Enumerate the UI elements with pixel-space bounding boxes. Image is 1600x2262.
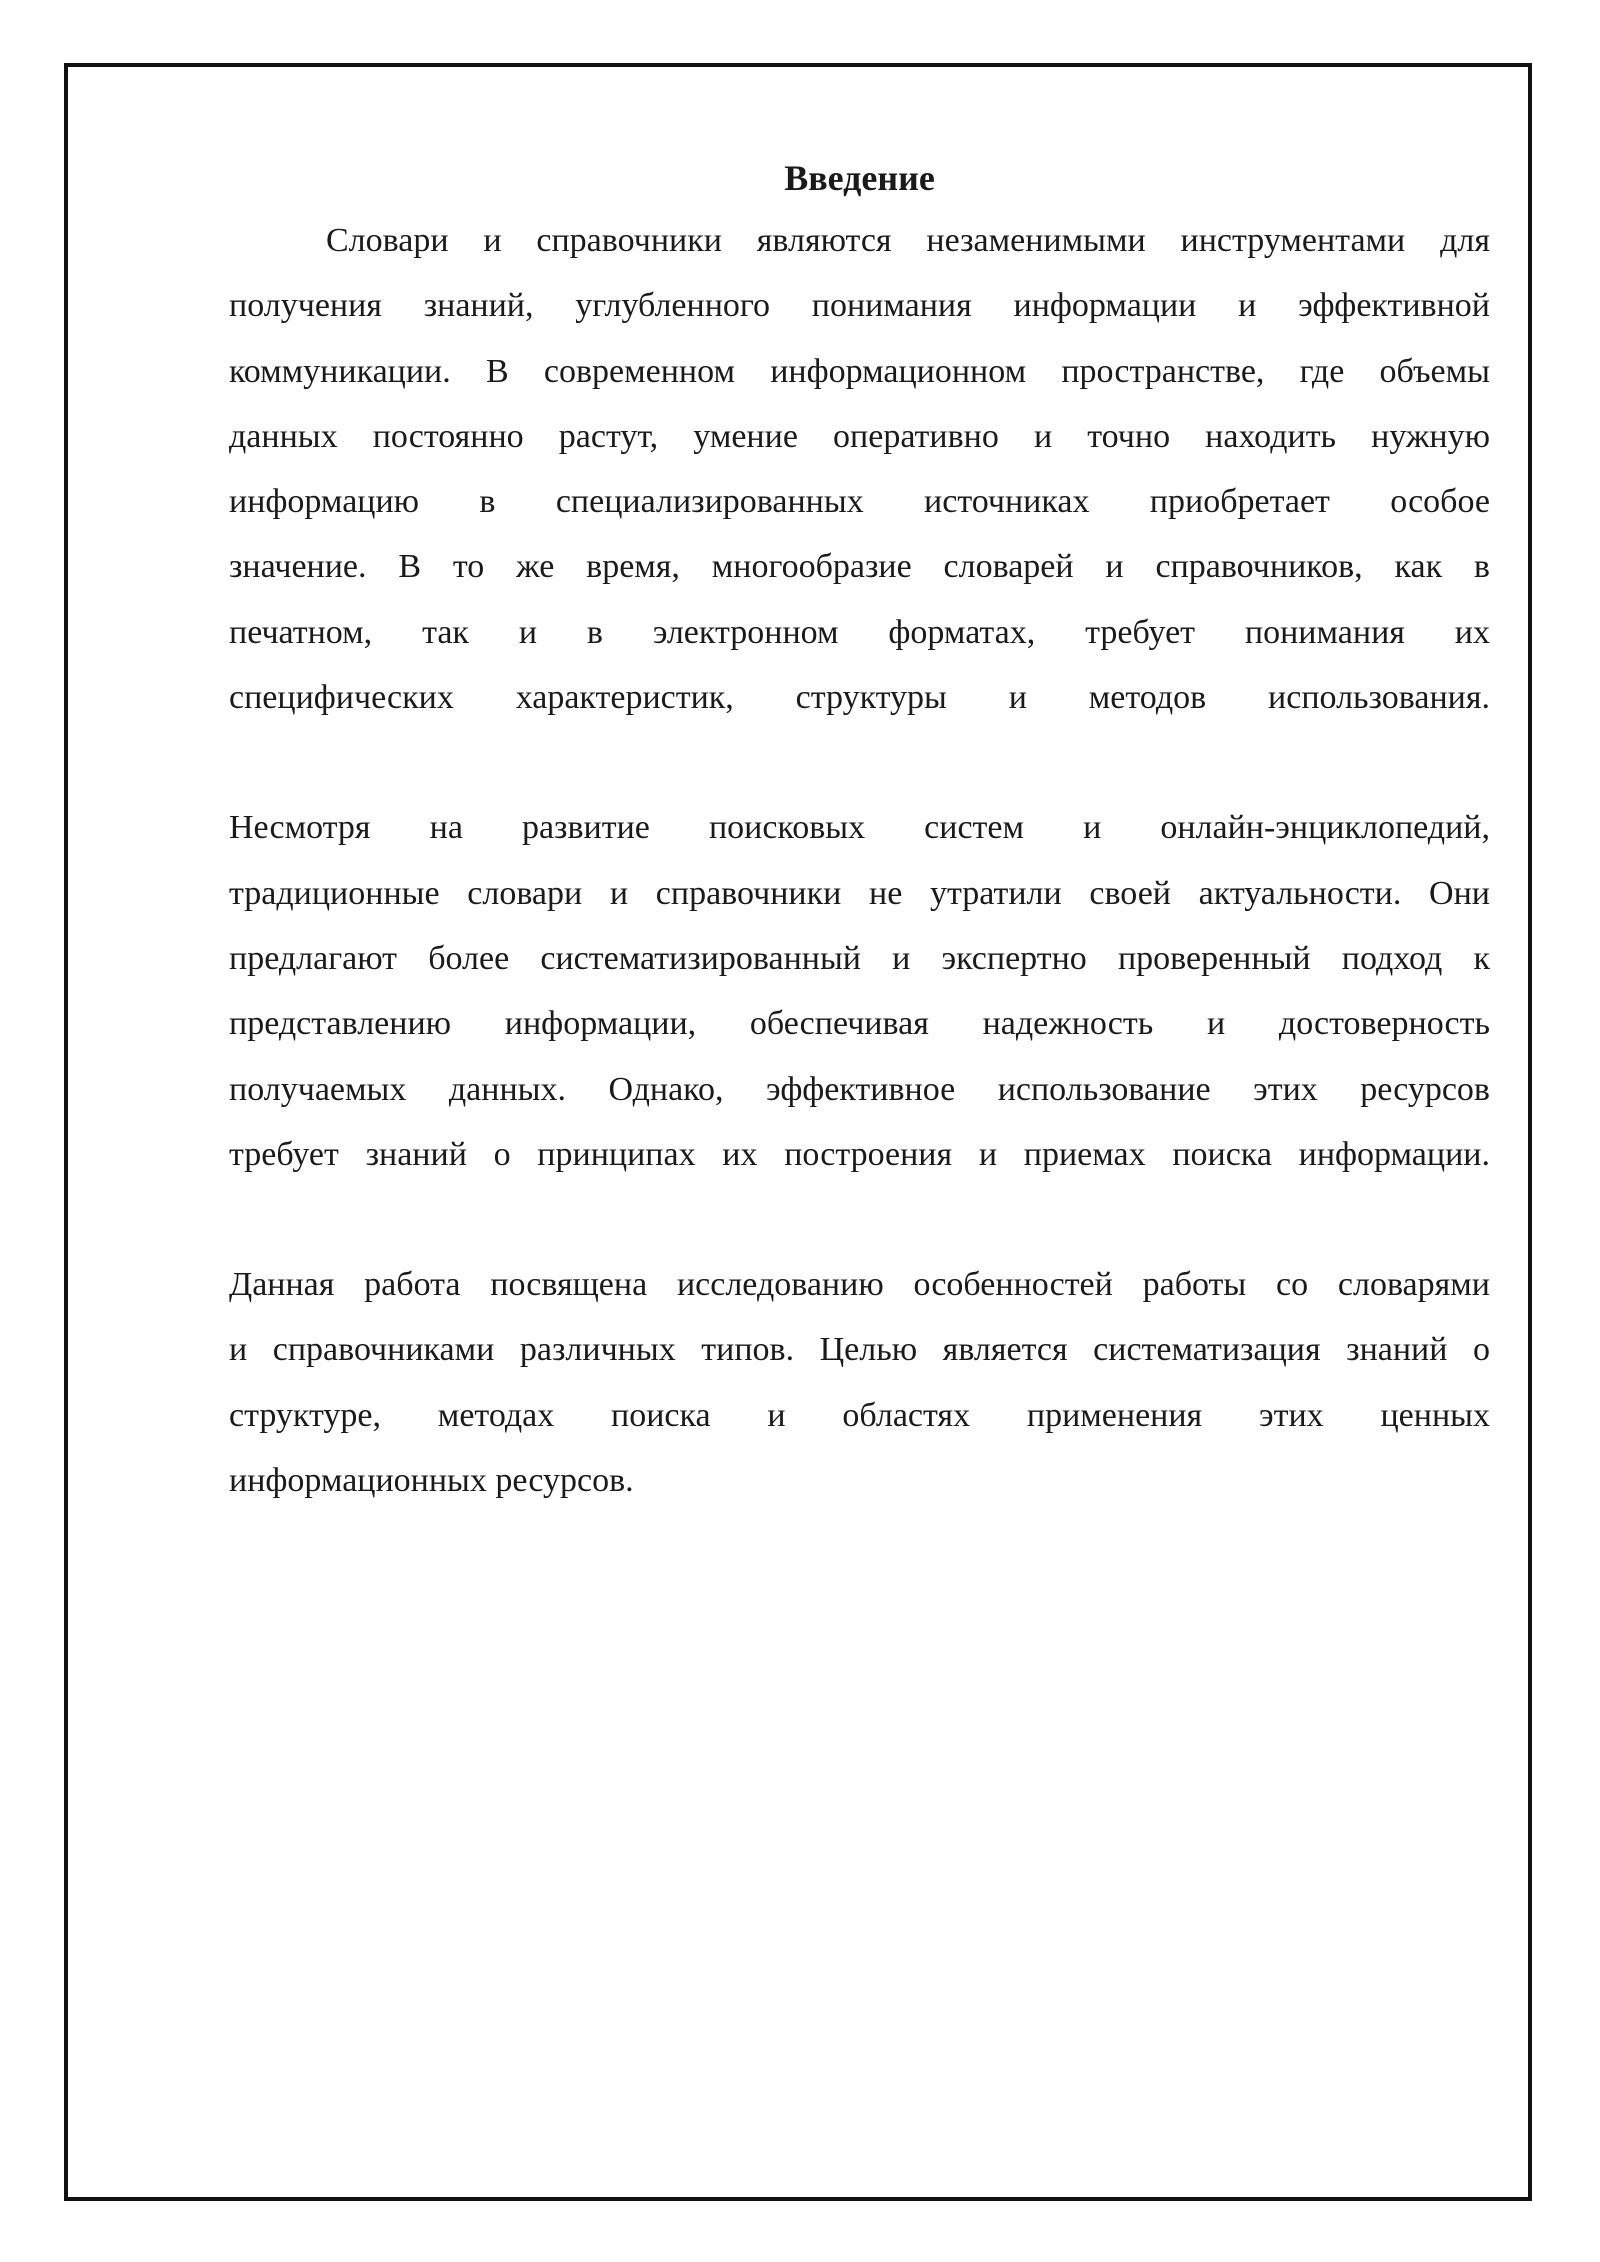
paragraph-line: специфических характеристик, структуры и методов использования. (229, 679, 1490, 717)
paragraph-line: коммуникации. В современном информационном пространстве, где объемы (229, 352, 1490, 390)
paragraph-line: значение. В то же время, многообразие словарей и справочников, как в (229, 548, 1490, 586)
paragraph-line: информационных ресурсов. (229, 1462, 634, 1500)
paragraph-line: структуре, методах поиска и областях применения этих ценных (229, 1396, 1490, 1434)
paragraph-line: требует знаний о принципах их построения и приемах поиска информации. (229, 1135, 1490, 1173)
paragraph-line: Несмотря на развитие поисковых систем и онлайн-энциклопедий, (229, 809, 1490, 847)
paragraph-line: печатном, так и в электронном форматах, требует понимания их (229, 613, 1490, 651)
paragraph-1 (229, 208, 1490, 730)
paragraph-line: информацию в специализированных источниках приобретает особое (229, 483, 1490, 521)
paragraph-line: получаемых данных. Однако, эффективное использование этих ресурсов (229, 1070, 1490, 1108)
paragraph-line: данных постоянно растут, умение оперативно и точно находить нужную (229, 417, 1490, 455)
paragraph-gap (229, 1187, 1490, 1252)
paragraph-3 (229, 1252, 1490, 1513)
paragraph-2 (229, 795, 1490, 1187)
paragraph-line: Данная работа посвящена исследованию особенностей работы со словарями (229, 1266, 1490, 1304)
paragraph-line: представлению информации, обеспечивая надежность и достоверность (229, 1005, 1490, 1043)
paragraph-line: традиционные словари и справочники не утратили своей актуальности. Они (229, 874, 1490, 912)
paragraph-gap (229, 730, 1490, 795)
document-body (229, 148, 1490, 1513)
paragraph-line: предлагают более систематизированный и экспертно проверенный подход к (229, 939, 1490, 977)
paragraph-line: Словари и справочники являются незаменимыми инструментами для (326, 222, 1490, 259)
page-title: Введение (784, 158, 935, 198)
paragraph-line: получения знаний, углубленного понимания информации и эффективной (229, 287, 1490, 325)
paragraph-line: и справочниками различных типов. Целью является систематизация знаний о (229, 1331, 1490, 1369)
